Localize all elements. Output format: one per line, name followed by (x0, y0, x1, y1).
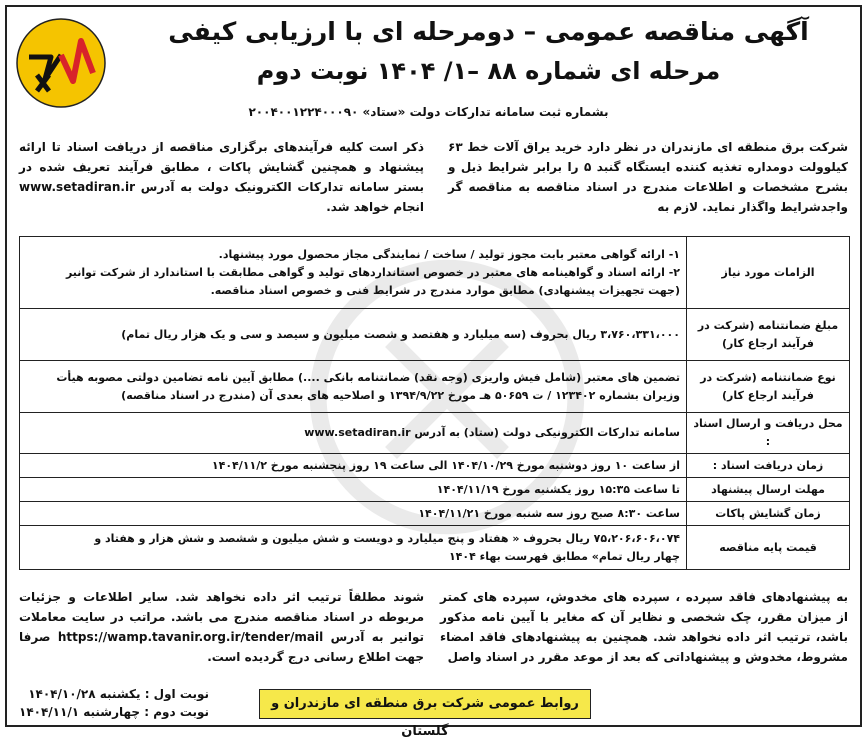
table-row (20, 526, 850, 570)
header (7, 13, 860, 131)
table-row (20, 309, 850, 361)
public-relations-footer: روابط عمومی شرکت برق منطقه ای مازندران و گلستان (259, 689, 591, 719)
page-title: آگهی مناقصه عمومی – دومرحله ای با ارزیابی کیفی (168, 17, 809, 46)
row-label: زمان گشایش پاکات (687, 502, 850, 526)
row-label: محل دریافت و ارسال اسناد : (687, 413, 850, 454)
value-line: تا ساعت ۱۵:۳۵ روز یکشنبه مورخ ۱۴۰۴/۱۱/۱۹ (436, 482, 680, 496)
row-value (20, 526, 687, 570)
value-line: تضمین های معتبر (شامل فیش واریزی (وجه نقد) ضمانتنامه بانکی ....) مطابق آیین نامه تضامین دولتی مصوبه هیأت (56, 370, 680, 384)
row-value (20, 413, 687, 454)
table-row (20, 361, 850, 413)
row-label: مهلت ارسال پیشنهاد (687, 478, 850, 502)
row-value (20, 454, 687, 478)
company-logo-icon (15, 17, 107, 109)
notice-first: نوبت اول : یکشنبه ۱۴۰۴/۱۰/۲۸ (28, 687, 210, 701)
table-row (20, 478, 850, 502)
value-line: (جهت تجهیزات پیشنهادی) مطابق موارد مندرج در شرایط فنی و خصوص اسناد مناقصه. (210, 283, 680, 297)
bottom-paragraph-left: شوند مطلقاً ترتیب اثر داده نخواهد شد. سایر اطلاعات و جزئیات مربوطه در اسناد مناقصه مندرج می باشد. مراتب در سایت معاملات توانیر به آدرس https://wamp.tavanir.org.ir/tender/mail صرفا جهت اطلاع رسانی درج گردیده است. (19, 590, 424, 664)
row-value (20, 309, 687, 361)
registration-number: بشماره ثبت سامانه تدارکات دولت «ستاد» ۲۰۰۴۰۰۱۲۲۴۰۰۰۹۰ (248, 105, 609, 119)
value-line: ساعت ۸:۳۰ صبح روز سه شنبه مورخ ۱۴۰۴/۱۱/۲۱ (418, 506, 680, 520)
value-line: چهار ریال تمام» مطابق فهرست بهاء ۱۴۰۴ (448, 549, 680, 563)
row-value (20, 478, 687, 502)
table-row (20, 454, 850, 478)
table-row (20, 413, 850, 454)
intro-paragraph-right: شرکت برق منطقه ای مازندران در نظر دارد خرید یراق آلات خط ۶۳ کیلوولت دومداره تغذیه کننده ایستگاه گنبد ۵ را برابر شرایط ذیل و بشرح مشخصات و اطلاعات مندرج در اسناد مناقصه به مناقصه گر واجدشرایط واگذار نماید. لازم به (448, 140, 848, 214)
row-label: قیمت پایه مناقصه (687, 526, 850, 570)
value-line: ۷۵،۲۰۶،۶۰۶،۰۷۴ ریال بحروف « هفتاد و پنج میلیارد و دویست و شش میلیون و ششصد و شش هزار و هفتاد و (94, 531, 680, 545)
row-label: نوع ضمانتنامه (شرکت در فرآیند ارجاع کار) (687, 361, 850, 413)
value-line: وزیران بشماره ۱۲۳۴۰۲ / ت ۵۰۶۵۹ هـ مورخ ۱۳۹۴/۹/۲۲ و اصلاحیه های بعدی آن (مندرج در اسناد مناقصه) (121, 388, 680, 402)
row-label: زمان دریافت اسناد : (687, 454, 850, 478)
row-label: مبلغ ضمانتنامه (شرکت در فرآیند ارجاع کار) (687, 309, 850, 361)
row-value (20, 502, 687, 526)
notice-dates (19, 685, 209, 721)
intro-paragraph-left: ذکر است کلیه فرآیندهای برگزاری مناقصه از دریافت اسناد تا ارائه پیشنهاد و همچنین گشایش پاکات ، مطابق فرآیند تعریف شده در بستر سامانه تدارکات الکترونیک دولت به آدرس www.setadiran.ir انجام خواهد شد. (19, 140, 424, 214)
notice-second: نوبت دوم : چهارشنبه ۱۴۰۴/۱۱/۱ (19, 705, 210, 719)
row-value (20, 361, 687, 413)
page-subtitle: مرحله ای شماره ۸۸ –۱/ ۱۴۰۴ نوبت دوم (256, 57, 721, 85)
tender-details-table (19, 236, 850, 570)
table-row (20, 237, 850, 309)
bottom-paragraph-right: به پیشنهادهای فاقد سپرده ، سپرده های مخدوش، سپرده های کمتر از میزان مقرر، چک شخصی و نظایر آن که مغایر با آیین نامه مذکور باشد، ترتیب اثر داده نخواهد شد. همچنین به پیشنهادهای فاقد امضاء مشروط، مخدوش و پیشنهاداتی که بعد از موعد مقرر در اسناد واصل (440, 590, 848, 664)
row-value (20, 237, 687, 309)
value-line: ۳،۷۶۰،۳۳۱،۰۰۰ ریال بحروف (سه میلیارد و هفتصد و شصت میلیون و سیصد و سی و یک هزار ریال تمام) (121, 327, 680, 341)
row-label: الزامات مورد نیاز (687, 237, 850, 309)
tender-notice (5, 5, 862, 739)
value-line: سامانه تدارکات الکترونیکی دولت (ستاد) به آدرس www.setadiran.ir (304, 426, 680, 439)
value-line: ۱- ارائه گواهی معتبر بابت مجوز تولید / ساخت / نمایندگی مجاز محصول مورد پیشنهاد. (218, 247, 680, 261)
value-line: از ساعت ۱۰ روز دوشنبه مورخ ۱۴۰۴/۱۰/۲۹ الی ساعت ۱۹ روز پنجشنبه مورخ ۱۴۰۴/۱۱/۲ (211, 458, 680, 472)
value-line: ۲- ارائه اسناد و گواهینامه های معتبر در خصوص استانداردهای تولید و گواهی مطابقت با استاندارد از شرکت توانیر (65, 265, 680, 279)
table-row (20, 502, 850, 526)
